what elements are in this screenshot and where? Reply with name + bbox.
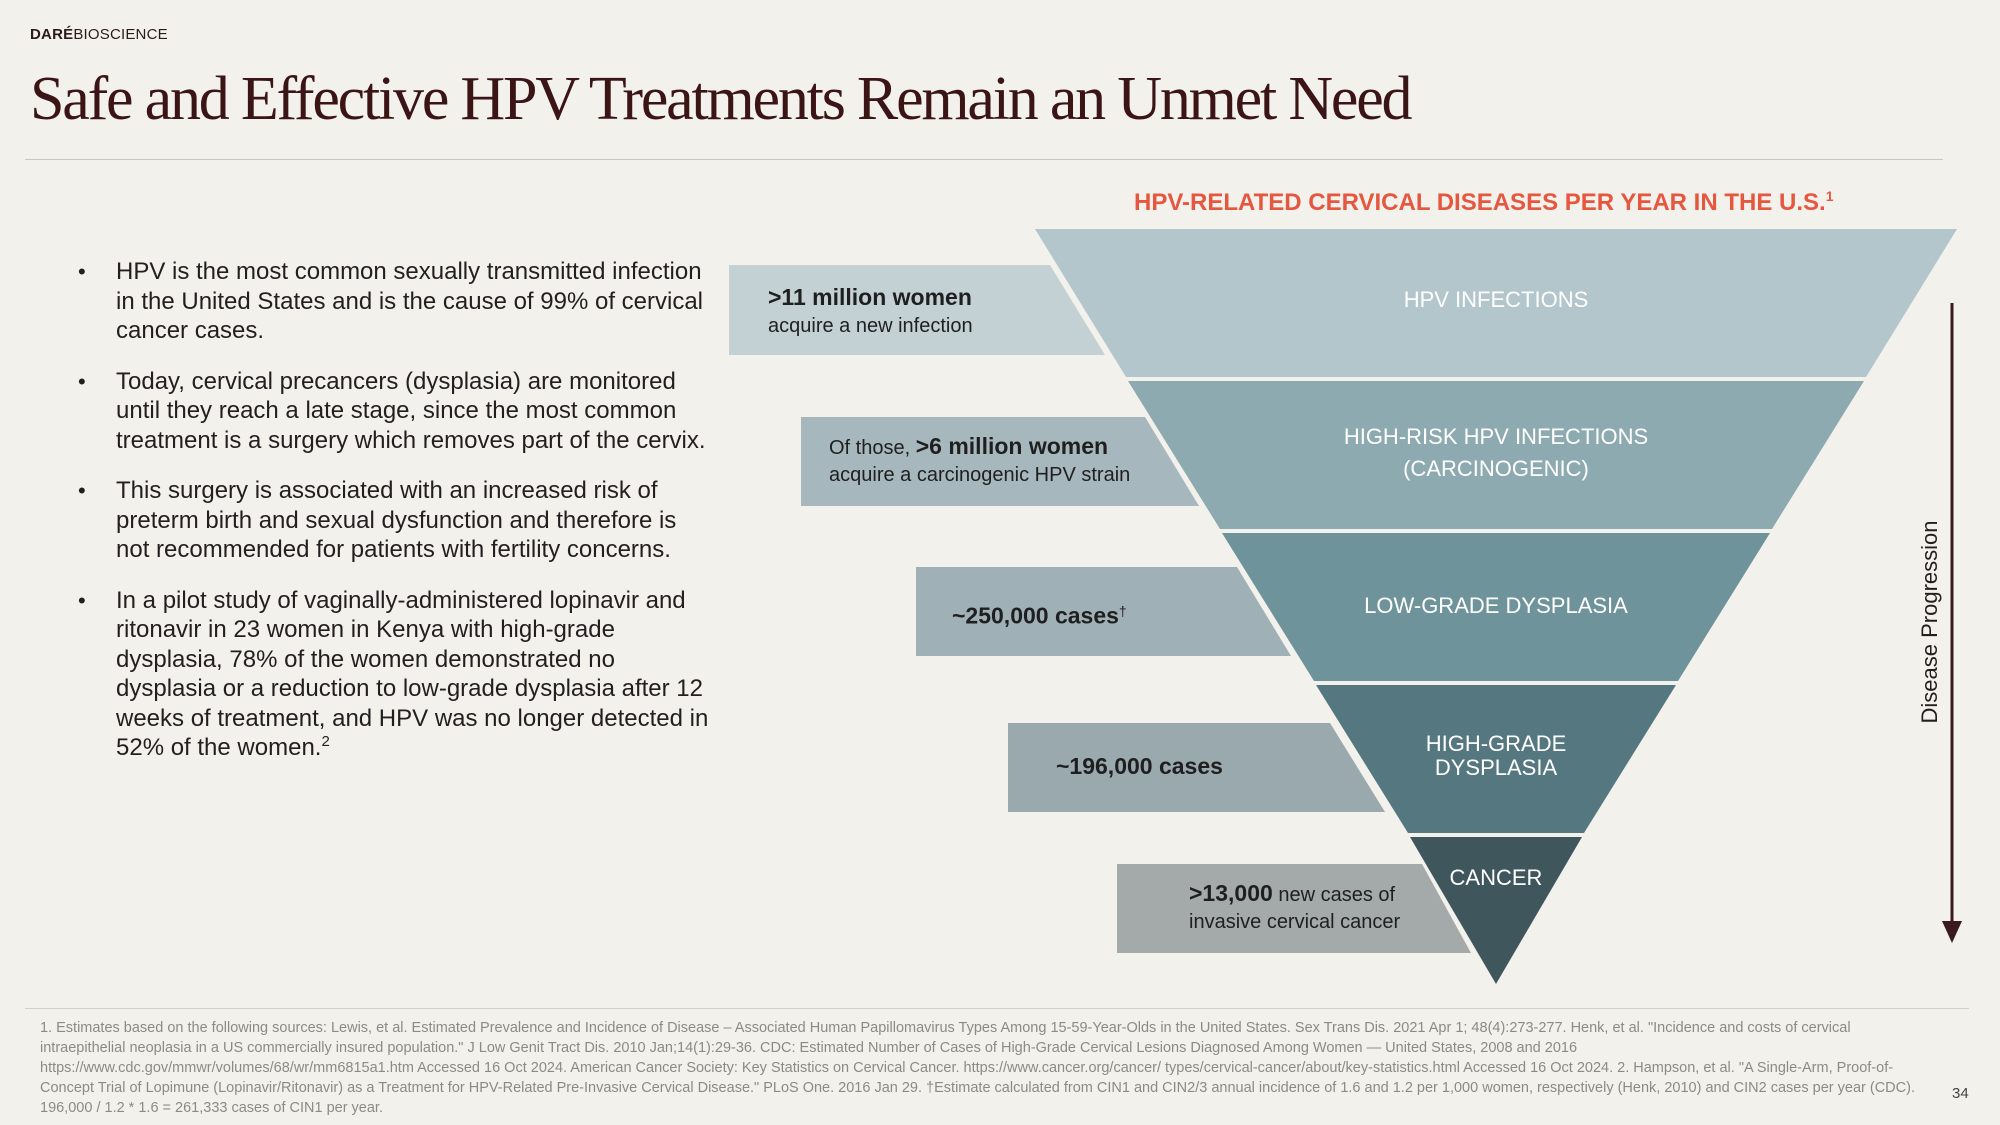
callout-high-grade: ~196,000 cases bbox=[1056, 753, 1223, 779]
bullet-item: • Today, cervical precancers (dysplasia) are monitored until they reach a late stage, since the most common treatment is a surgery which removes part of the cervix. bbox=[72, 367, 712, 456]
funnel-title: HPV-RELATED CERVICAL DISEASES PER YEAR IN THE U.S.$^1$ bbox=[1134, 188, 1834, 216]
callout-hpv-infections: >11 million women acquire a new infection bbox=[768, 284, 973, 337]
bullet-item: • This surgery is associated with an increased risk of preterm birth and sexual dysfunction and therefore is not recommended for patients with fertility concerns. bbox=[72, 476, 712, 565]
logo-text: BIOSCIENCE bbox=[73, 26, 168, 43]
bullet-item: • HPV is the most common sexually transmitted infection in the United States and is the cause of 99% of cervical cancer cases. bbox=[72, 257, 712, 346]
page-number: 34 bbox=[1952, 1085, 1969, 1102]
bullet-item: • In a pilot study of vaginally-administered lopinavir and ritonavir in 23 women in Kenya with high-grade dysplasia, 78% of the women demonstrated no dysplasia or a reduction to low-grade dysplasia after 12 weeks of treatment, and HPV was no longer detected in 52% of the women.$^2$ bbox=[72, 586, 712, 763]
logo-bold-text: DARÉ bbox=[30, 26, 74, 43]
callout-low-grade: ~250,000 cases† bbox=[952, 602, 1127, 629]
down-arrow-icon bbox=[1940, 303, 1964, 947]
level-label-hpv-infections: HPV INFECTIONS bbox=[1403, 287, 1589, 312]
level-label-high-grade: HIGH-GRADE DYSPLASIA bbox=[1425, 731, 1567, 780]
dagger-ref: † bbox=[1118, 603, 1127, 619]
footnote-ref: 2 bbox=[321, 733, 330, 750]
footnote-ref: 1 bbox=[1825, 188, 1834, 204]
footer-divider bbox=[25, 1008, 1969, 1009]
disease-progression-label: Disease Progression bbox=[1917, 520, 1942, 724]
footnote: 1. Estimates based on the following sources: Lewis, et al. Estimated Prevalence and Incidence of Disease – Associated Human Papillomavirus Types Among 15-59-Year-Olds in the United States. Sex Trans Dis. 2021 Apr 1; 48(4):273-277. Henk, et al. "Incidence and costs of cervical intraepithelial neoplasia in a US commercially insured population." J Low Genit Tract Dis. 2010 Jan;14(1):29-36. CDC: Estimated Number of Cases of High-Grade Cervical Lesions Diagnosed Among Women — United States, 2008 and 2016 https://www.cdc.gov/mmwr/volumes/68/wr/mm6815a1.htm Accessed 16 Oct 2024. American Cancer Society: Key Statistics on Cervical Cancer. https://www.cancer.org/cancer/ types/cervical-cancer/about/key-statistics.html Accessed 16 Oct 2024. 2. Hampson, et al. "A Single-Arm, Proof-of-Concept Trial of Lopimune (Lopinavir/Ritonavir) as a Treatment for HPV-Related Pre-Invasive Cervical Disease." PLoS One. 2016 Jan 29. †Estimate calculated from CIN1 and CIN2/3 annual incidence of 1.6 and 1.2 per 1,000 women, respectively (Henk, 2010) and CIN2 cases per year (CDC). 196,000 / 1.2 * 1.6 = 261,333 cases of CIN1 per year. bbox=[40, 1020, 1915, 1116]
level-label-cancer: CANCER bbox=[1449, 865, 1543, 890]
page-title: Safe and Effective HPV Treatments Remain an Unmet Need bbox=[30, 65, 1411, 133]
callout-cancer: >13,000 new cases of invasive cervical cancer bbox=[1189, 880, 1401, 933]
callout-high-risk: Of those, >6 million women acquire a carcinogenic HPV strain bbox=[829, 433, 1131, 486]
level-label-low-grade: LOW-GRADE DYSPLASIA bbox=[1364, 593, 1628, 618]
level-label-high-risk: HIGH-RISK HPV INFECTIONS (CARCINOGENIC) bbox=[1343, 424, 1649, 481]
